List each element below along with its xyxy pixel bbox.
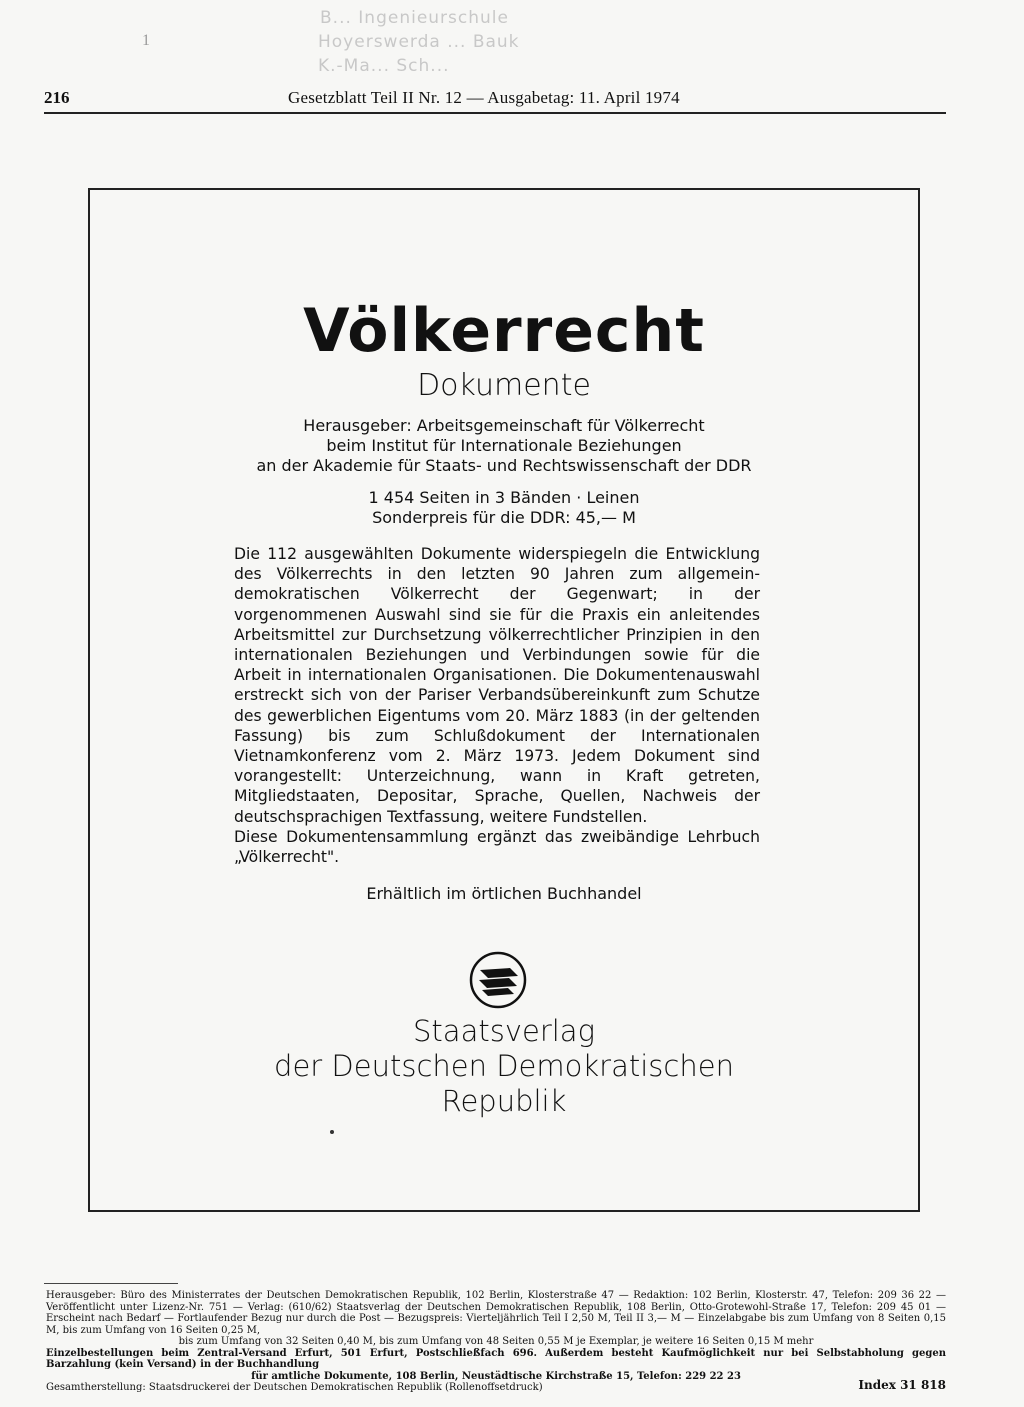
staatsverlag-logo-icon <box>466 948 530 1012</box>
publisher-name-line: der Deutschen Demokratischen <box>274 1049 734 1083</box>
page-number: 216 <box>44 88 70 107</box>
advertisement-box <box>88 188 920 1212</box>
publisher-name <box>90 1014 918 1119</box>
ad-title: Völkerrecht <box>303 296 705 366</box>
ad-subtitle: Dokumente <box>417 368 591 403</box>
edition-info <box>90 488 918 528</box>
index-number: Index 31 818 <box>858 1378 946 1392</box>
print-speck <box>330 1130 334 1134</box>
imprint-last-row <box>46 1378 946 1394</box>
description-paragraph: Diese Dokumentensammlung ergänzt das zweibändige Lehrbuch „Völkerrecht". <box>234 827 760 867</box>
journal-title: Gesetzblatt Teil II Nr. 12 — Ausgabetag: 11. April 1974 <box>288 88 680 107</box>
stamp-line: B... Ingenieurschule <box>320 8 509 28</box>
stamp-line: K.-Ma... Sch... <box>318 56 450 76</box>
imprint-text: bis zum Umfang von 32 Seiten 0,40 M, bis zum Umfang von 48 Seiten 0,55 M je Exemplar, je weitere 16 Seiten 0,15 M mehr <box>178 1336 814 1347</box>
order-info: für amtliche Dokumente, 108 Berlin, Neustädtische Kirchstraße 15, Telefon: 229 22 23 <box>251 1370 741 1382</box>
publisher-name-line: Republik <box>441 1084 567 1118</box>
ad-description <box>234 544 760 867</box>
order-info: Einzelbestellungen beim Zentral-Versand Erfurt, 501 Erfurt, Postschließfach 696. Außerdem besteht Kaufmöglichkeit nur bei Selbstabholung gegen Barzahlung (kein Versand) in der Buchhandlung <box>46 1347 946 1370</box>
footer-divider <box>44 1283 178 1284</box>
availability-note: Erhältlich im örtlichen Buchhandel <box>366 884 642 903</box>
publisher-name-line: Staatsverlag <box>413 1014 595 1048</box>
library-stamp <box>200 2 620 80</box>
edition-line: 1 454 Seiten in 3 Bänden · Leinen <box>368 488 640 507</box>
page-header <box>44 88 946 114</box>
publisher-line: beim Institut für Internationale Beziehungen <box>326 436 682 455</box>
stamp-line: Hoyerswerda ... Bauk <box>318 32 520 52</box>
imprint <box>46 1290 946 1394</box>
imprint-text: Herausgeber: Büro des Ministerrates der Deutschen Demokratischen Republik, 102 Berlin, Klosterstraße 47 — Redaktion: 102 Berlin, Klosterstr. 47, Telefon: 209 36 22 — Veröffentlicht unter Lizenz-Nr. 751 — Verlag: (610/62) Staatsverlag der Deutschen Demokratischen Republik, 108 Berlin, Otto-Grotewohl-Straße 17, Telefon: 209 45 01 — Erscheint nach Bedarf — Fortlaufender Bezug nur durch die Post — Bezugspreis: Vierteljährlich Teil I 2,50 M, Teil II 3,— M — Einzelabgabe bis zum Umfang von 8 Seiten 0,15 M, bis zum Umfang von 16 Seiten 0,25 M, <box>46 1290 946 1336</box>
price-line: Sonderpreis für die DDR: 45,— M <box>372 508 636 527</box>
publisher-line: Herausgeber: Arbeitsgemeinschaft für Völkerrecht <box>303 416 705 435</box>
publisher-line: an der Akademie für Staats- und Rechtswissenschaft der DDR <box>256 456 752 475</box>
description-paragraph: Die 112 ausgewählten Dokumente widerspiegeln die Entwicklung des Völkerrechts in den letzten 90 Jahren zum allgemein-demokratischen Völkerrecht der Gegenwart; in der vorgenommenen Auswahl sind sie für die Praxis ein anleitendes Arbeitsmittel zur Durchsetzung völkerrechtlicher Prinzipien in den internationalen Beziehungen und Verbindungen sowie für die Arbeit in internationalen Organisationen. Die Dokumentenauswahl erstreckt sich von der Pariser Verbandsübereinkunft zum Schutze des gewerblichen Eigentums vom 20. März 1883 (in der geltenden Fassung) bis zum Schlußdokument der Internationalen Vietnamkonferenz vom 2. März 1973. Jedem Dokument sind vorangestellt: Unterzeichnung, wann in Kraft getreten, Mitgliedstaaten, Depositar, Sprache, Quellen, Nachweis der deutschsprachigen Textfassung, weitere Fundstellen. <box>234 545 760 826</box>
printer-info: Gesamtherstellung: Staatsdruckerei der Deutschen Demokratischen Republik (Rollenoffsetdruck) <box>46 1382 543 1393</box>
publisher-info <box>90 416 918 476</box>
handwritten-mark: 1 <box>142 32 150 49</box>
